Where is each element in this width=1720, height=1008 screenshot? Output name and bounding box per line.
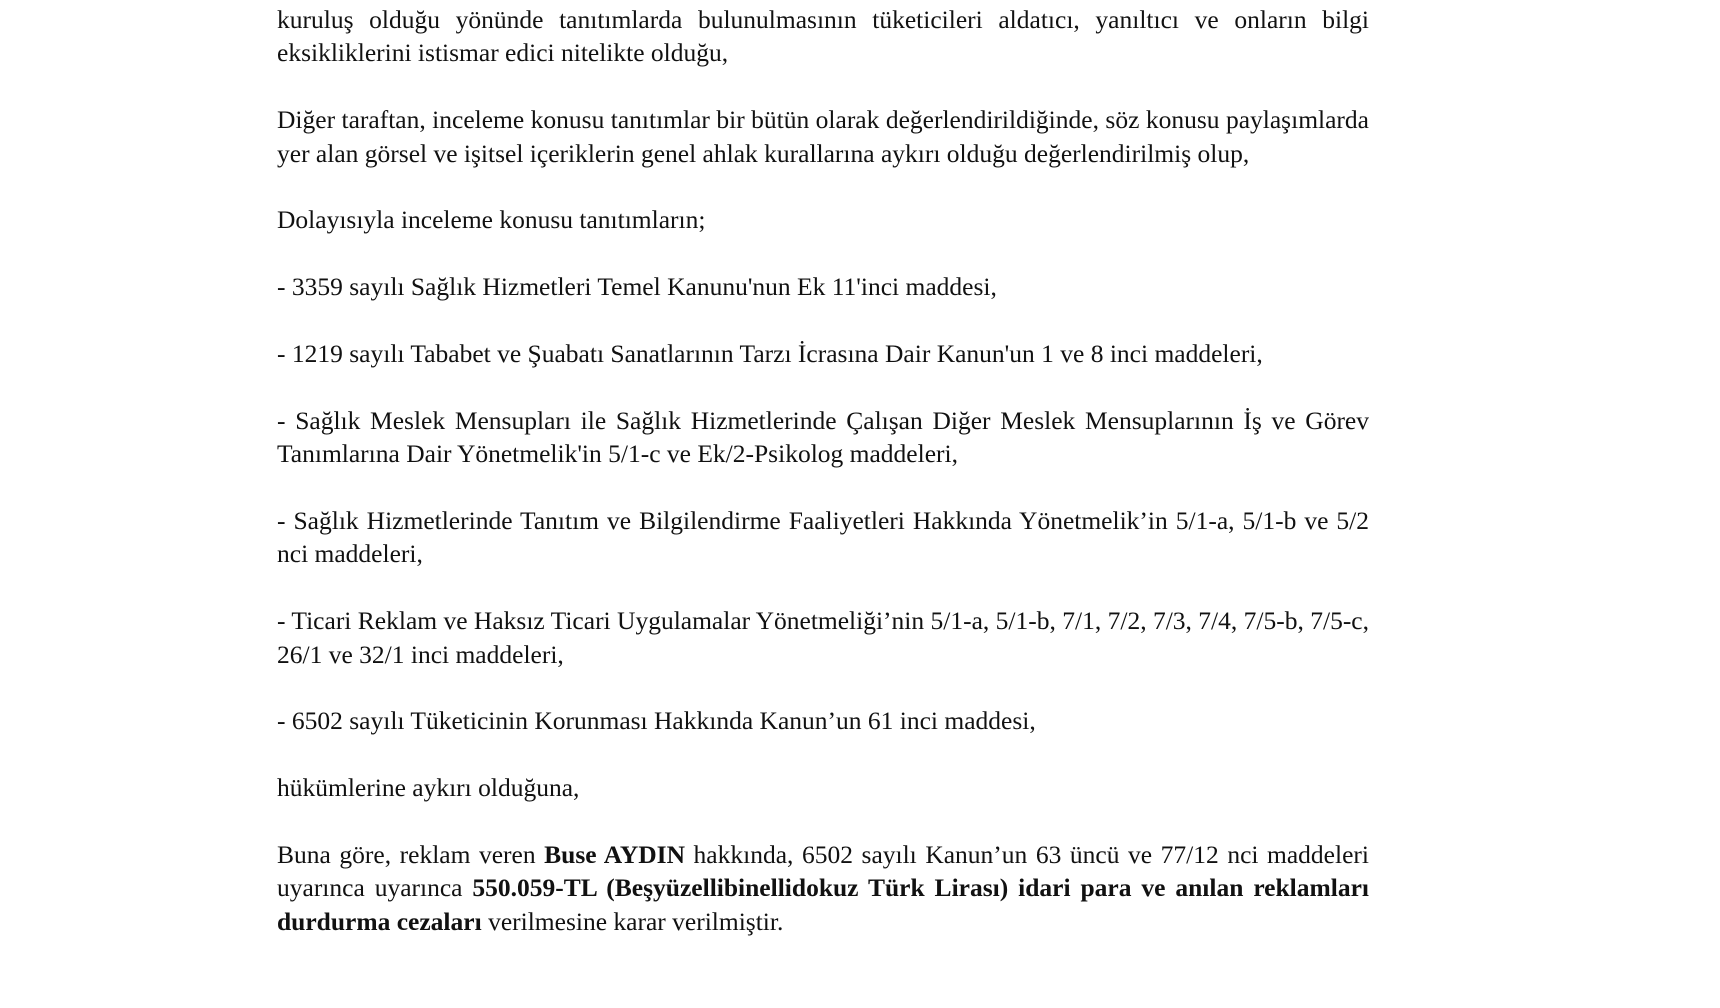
advertiser-name: Buse AYDIN <box>544 840 685 869</box>
decision-paragraph <box>277 838 1369 938</box>
list-item: - Ticari Reklam ve Haksız Ticari Uygulamalar Yönetmeliği’nin 5/1-a, 5/1-b, 7/1, 7/2, 7/3, 7/4, 7/5-b, 7/5-c, 26/1 ve 32/1 inci maddeleri, <box>277 606 1369 669</box>
decision-text-part3: verilmesine karar verilmiştir. <box>481 906 784 936</box>
decision-text-part1: Buna göre, reklam veren <box>277 840 545 869</box>
list-item: - Sağlık Meslek Mensupları ile Sağlık Hizmetlerinde Çalışan Diğer Meslek Mensuplarının İş ve Görev Tanımlarına Dair Yönetmelik'in 5/1-c ve Ek/2-Psikolog maddeleri, <box>277 405 1369 469</box>
paragraph: kuruluş olduğu yönünde tanıtımlarda bulunulmasının tüketicileri aldatıcı, yanıltıcı ve onların bilgi eksikliklerini istismar edici nitelikte olduğu, <box>277 5 1369 68</box>
list-item: - 3359 sayılı Sağlık Hizmetleri Temel Kanunu'nun Ek 11'inci maddesi, <box>277 272 997 302</box>
decision-text-part2: hakkında, 6502 sayılı Kanun’un 63 üncü ve 77/12 nci maddeleri uyarınca uyarınca <box>277 840 1369 903</box>
paragraph: Diğer taraftan, inceleme konusu tanıtımlar bir bütün olarak değerlendirildiğinde, söz konusu paylaşımlarda yer alan görsel ve işitsel içeriklerin genel ahlak kurallarına aykırı olduğu değerlendirilmiş olup, <box>277 105 1369 168</box>
list-item: - Sağlık Hizmetlerinde Tanıtım ve Bilgilendirme Faaliyetleri Hakkında Yönetmelik’in 5/1-a, 5/1-b ve 5/2 nci maddeleri, <box>277 506 1369 569</box>
paragraph: hükümlerine aykırı olduğuna, <box>277 773 580 803</box>
list-item: - 6502 sayılı Tüketicinin Korunması Hakkında Kanun’un 61 inci maddesi, <box>277 706 1036 736</box>
document-page <box>277 0 1369 938</box>
paragraph: Dolayısıyla inceleme konusu tanıtımların; <box>277 205 706 235</box>
list-item: - 1219 sayılı Tababet ve Şuabatı Sanatlarının Tarzı İcrasına Dair Kanun'un 1 ve 8 inci maddeleri, <box>277 339 1263 368</box>
penalty-amount: 550.059-TL (Beşyüzellibinellidokuz Türk Lirası) idari para ve anılan reklamları durdurma cezaları <box>277 873 1370 936</box>
